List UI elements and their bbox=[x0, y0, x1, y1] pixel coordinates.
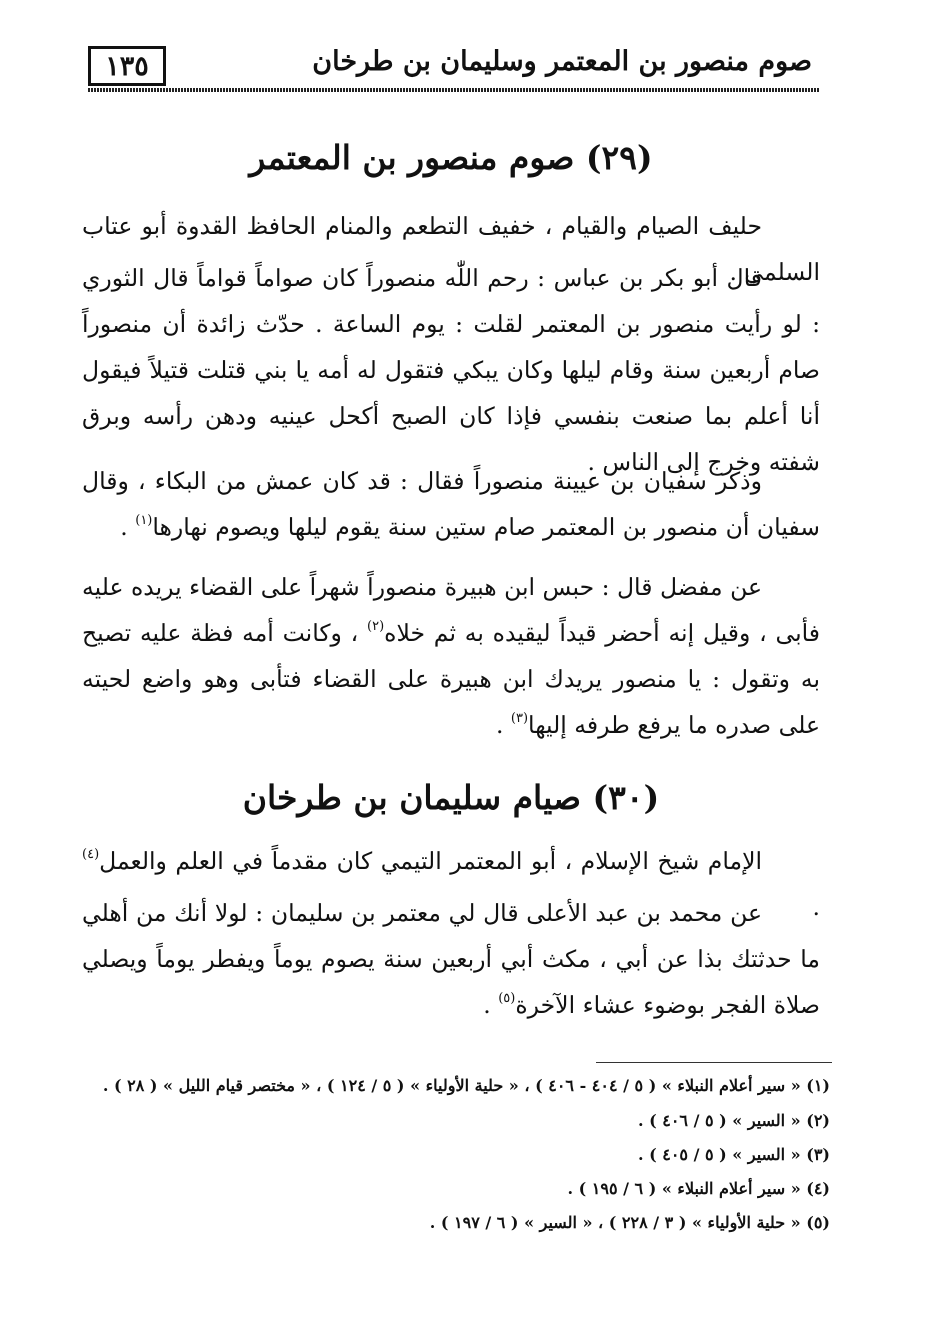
footnote-ref-5: (٥) bbox=[498, 991, 516, 1006]
footnote-ref-1: (١) bbox=[135, 513, 153, 528]
running-header bbox=[88, 40, 820, 92]
section-29-paragraph-2: قال أبو بكر بن عباس : رحم اللّٰه منصوراً كان صواماً قواماً قال الثوري : لو رأيت منصور بن المعتمر لقلت : يوم الساعة . حدّث زائدة أن منصوراً صام أربعين سنة وقام ليلها وكان يبكي فتقول له أمه يا بني قتلت قتيلاً فيقول أنا أعلم بما صنعت بنفسي فإذا كان الصبح أكحل عينيه ودهن رأسه وبرق شفته وخرج إلى الناس . bbox=[82, 264, 820, 476]
paragraph-text: الإمام شيخ الإسلام ، أبو المعتمر التيمي كان مقدماً في العلم والعمل bbox=[99, 847, 762, 875]
paragraph-text: عن مفضل قال : حبس ابن هبيرة منصوراً شهراً على القضاء يريده عليه فأبى ، وقيل إنه أحضر قيداً ليقيده به ثم خلاه bbox=[82, 573, 821, 647]
footnote-4: (٤) « سير أعلام النبلاء » ( ٦ / ١٩٥ ) . bbox=[567, 1179, 830, 1198]
header-rule bbox=[88, 88, 820, 92]
section-30-paragraph-2 bbox=[82, 890, 820, 1028]
section-29-title: (٢٩) صوم منصور بن المعتمر bbox=[249, 138, 653, 177]
paragraph-end: . bbox=[483, 991, 499, 1019]
footnote-ref-2: (٢) bbox=[367, 619, 385, 634]
paragraph-text: عن محمد بن عبد الأعلى قال لي معتمر بن سليمان : لولا أنك من أهلي ما حدثتك بذا عن أبي ، مكث أبي أربعين سنة يصوم يوماً ويفطر يوماً ويصلي صلاة الفجر بوضوء عشاء الآخرة bbox=[82, 899, 820, 1019]
footnote-ref-4: (٤) bbox=[82, 847, 100, 862]
section-29-paragraph-1: حليف الصيام والقيام ، خفيف التطعم والمنام الحافظ القدوة أبو عتاب السلمي . bbox=[82, 212, 820, 286]
section-29-paragraph-4 bbox=[82, 564, 820, 748]
paragraph-end: . bbox=[495, 711, 511, 739]
paragraph-text-cont: ، وكانت أمه فظة عليه تصيح به وتقول : يا منصور يريدك ابن هبيرة على القضاء فتأبى وهو واضع لحيته على صدره ما يرفع طرفه إليها bbox=[82, 619, 820, 739]
footnote-2: (٢) « السير » ( ٥ / ٤٠٦ ) . bbox=[637, 1111, 830, 1130]
footnote-5: (٥) « حلية الأولياء » ( ٣ / ٢٢٨ ) ، « السير » ( ٦ / ١٩٧ ) . bbox=[429, 1213, 830, 1232]
section-30-title: (٣٠) صيام سليمان بن طرخان bbox=[242, 778, 660, 817]
running-title: صوم منصور بن المعتمر وسليمان بن طرخان bbox=[312, 46, 812, 77]
footnote-ref-3: (٣) bbox=[510, 711, 529, 726]
footnote-3: (٣) « السير » ( ٥ / ٤٠٥ ) . bbox=[637, 1145, 830, 1164]
footnote-1: (١) « سير أعلام النبلاء » ( ٥ / ٤٠٤ - ٤٠٦ ) ، « حلية الأولياء » ( ٥ / ١٢٤ ) ، « مختصر قيام الليل » ( ٢٨ ) . bbox=[102, 1076, 830, 1095]
paragraph-end: . bbox=[812, 893, 820, 921]
footnote-separator bbox=[596, 1062, 832, 1063]
page-number: ١٣٥ bbox=[88, 46, 166, 86]
section-29-paragraph-3 bbox=[82, 458, 820, 550]
paragraph-end: . bbox=[120, 513, 136, 541]
paragraph-text: وذكر سفيان بن عيينة منصوراً فقال : قد كان عمش من البكاء ، وقال سفيان أن منصور بن المعتمر صام ستين سنة يقوم ليلها ويصوم نهارها bbox=[82, 467, 820, 541]
